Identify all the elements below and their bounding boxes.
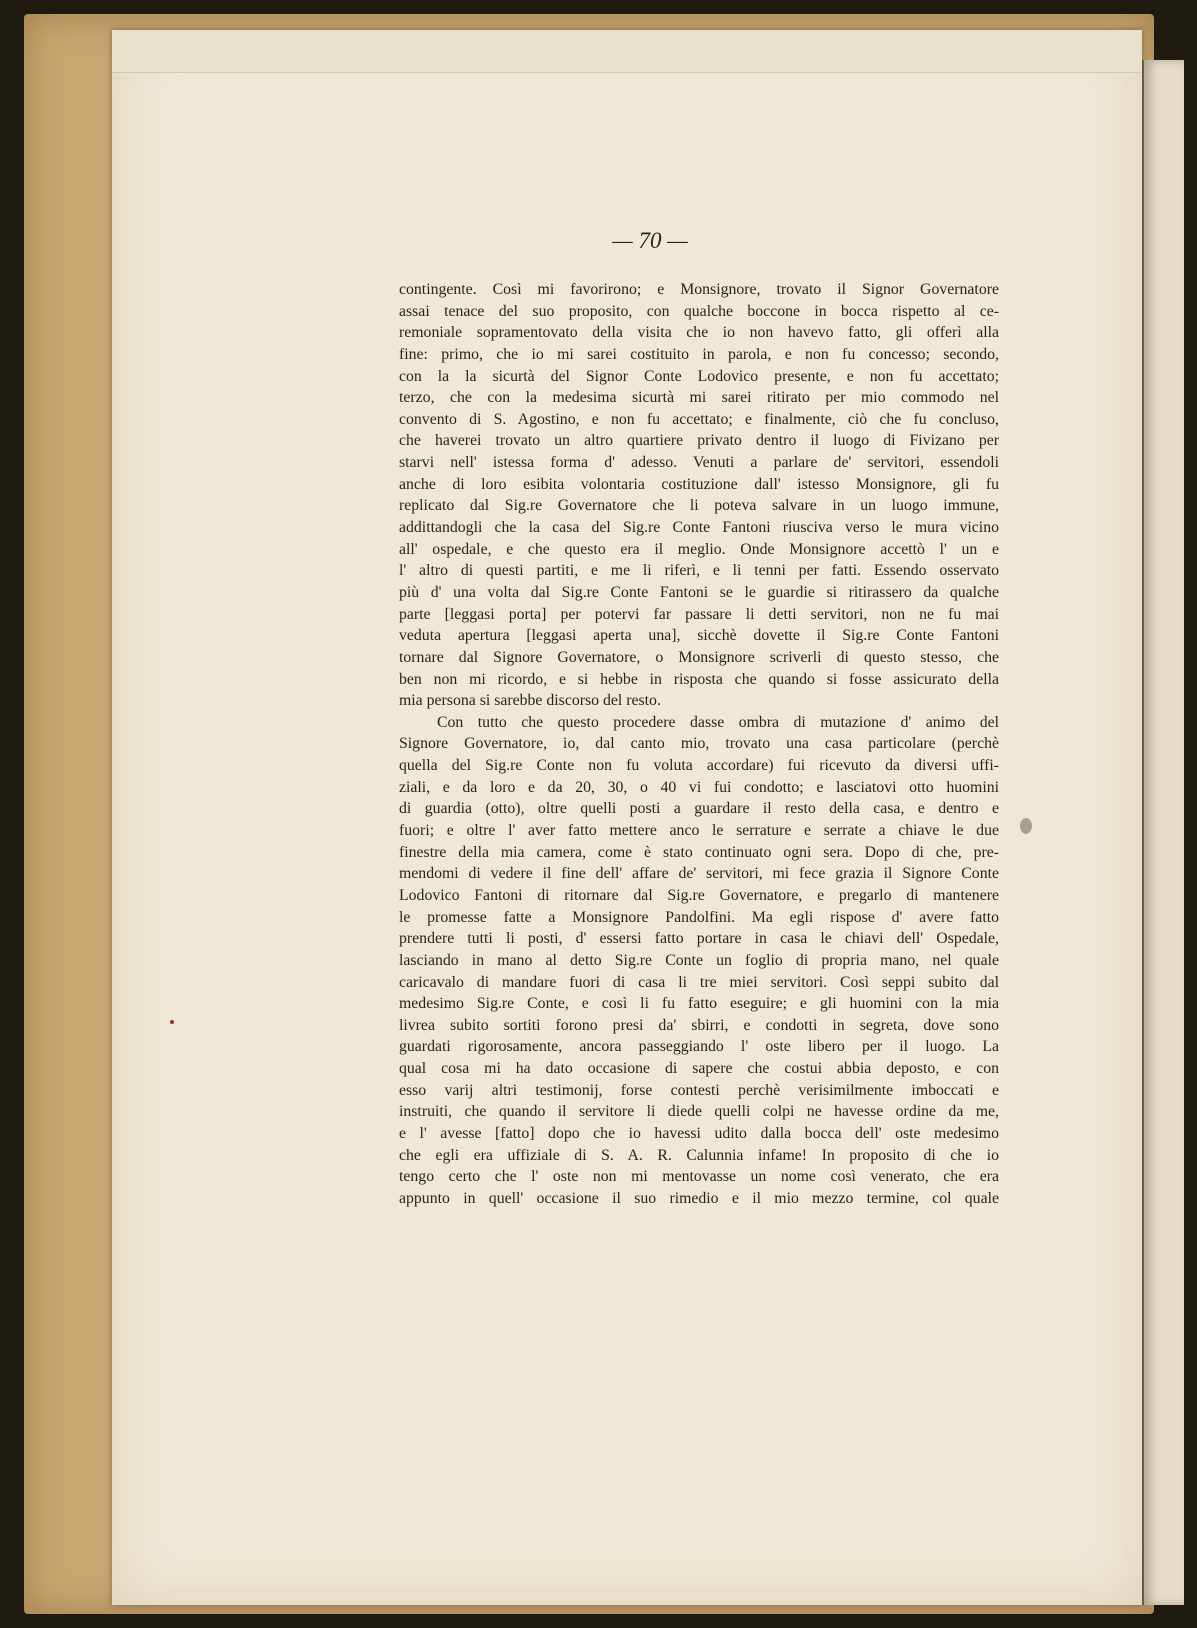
text-line: lasciando in mano al detto Sig.re Conte un foglio di propria mano, nel quale xyxy=(399,951,999,969)
text-line: qual cosa mi ha dato occasione di sapere che costui abbia deposto, e con xyxy=(399,1060,999,1078)
text-line: guardati rigorosamente, ancora passeggiando l' oste libero per il luogo. La xyxy=(399,1038,999,1056)
text-line: anche di loro esibita volontaria costituzione dall' istesso Monsignore, gli fu xyxy=(399,475,999,493)
text-line: Lodovico Fantoni di ritornare dal Sig.re Governatore, e pregarlo di mantenere xyxy=(399,886,999,904)
text-line: instruiti, che quando il servitore li diede quelli colpi ne havesse ordine da me, xyxy=(399,1103,999,1121)
text-line: mendomi di vedere il fine dell' affare de' servitori, mi fece grazia il Signore Conte xyxy=(399,865,999,883)
text-line: Con tutto che questo procedere dasse ombra di mutazione d' animo del xyxy=(437,713,999,731)
text-line: esso varij altri testimonij, forse contesti perchè verisimilmente imboccati e xyxy=(399,1081,999,1099)
body-text xyxy=(399,279,999,1210)
text-line: più d' una volta dal Sig.re Conte Fantoni se le guardie si ritirassero da qualche xyxy=(399,583,999,601)
text-line: medesimo Sig.re Conte, e così li fu fatto eseguire; e gli huomini con la mia xyxy=(399,995,999,1013)
text-line: ben non mi ricordo, e si hebbe in risposta che quando si fosse assicurato della xyxy=(399,670,999,688)
text-line: terzo, che con la medesima sicurtà mi sarei ritirato per mio commodo nel xyxy=(399,389,999,407)
ink-spot xyxy=(170,1020,174,1024)
text-line: che egli era uffiziale di S. A. R. Calunnia infame! In proposito di che io xyxy=(399,1146,999,1164)
text-line: finestre della mia camera, come è stato continuato ogni sera. Dopo di che, pre- xyxy=(399,843,999,861)
text-line: Signore Governatore, io, dal canto mio, trovato una casa particolare (perchè xyxy=(399,735,999,753)
text-line: contingente. Così mi favorirono; e Monsignore, trovato il Signor Governatore xyxy=(399,281,999,298)
page-top-fold xyxy=(112,30,1142,73)
text-line: remoniale sopramentovato della visita che io non havevo fatto, gli offerì alla xyxy=(399,324,999,342)
text-line: tornare dal Signore Governatore, o Monsignore scriverli di questo stesso, che xyxy=(399,648,999,666)
text-line: e l' avesse [fatto] dopo che io havessi udito dalla bocca dell' oste medesimo xyxy=(399,1124,999,1142)
text-line: l' altro di questi partiti, e me li riferì, e li tenni per fatti. Essendo osservato xyxy=(399,562,999,580)
text-line: fuori; e oltre l' aver fatto mettere anco le serrature e serrate a chiave le due xyxy=(399,822,999,840)
text-line: prendere tutti li posti, d' essersi fatto portare in casa le chiavi dell' Ospedale, xyxy=(399,930,999,948)
text-line: livrea subito sortiti forono presi da' sbirri, e condotti in segreta, dove sono xyxy=(399,1016,999,1034)
text-line: mia persona si sarebbe discorso del resto. xyxy=(399,692,661,710)
ink-spot xyxy=(1020,818,1032,834)
text-line: di guardia (otto), oltre quelli posti a guardare il resto della casa, e dentro e xyxy=(399,800,999,818)
text-line: replicato dal Sig.re Governatore che li poteva salvare in un luogo immune, xyxy=(399,497,999,515)
text-line: all' ospedale, e che questo era il meglio. Onde Monsignore accettò l' un e xyxy=(399,540,999,558)
text-line: starvi nell' istessa forma d' adesso. Venuti a parlare de' servitori, essendoli xyxy=(399,454,999,472)
text-line: ziali, e da loro e da 20, 30, o 40 vi fui condotto; e lasciatovi otto huomini xyxy=(399,778,999,796)
text-line: convento di S. Agostino, e non fu accettato; e finalmente, ciò che fu concluso, xyxy=(399,410,999,428)
text-line: con la la sicurtà del Signor Conte Lodovico presente, e non fu accettato; xyxy=(399,367,999,385)
text-line: appunto in quell' occasione il suo rimedio e il mio mezzo termine, col quale xyxy=(399,1189,999,1207)
text-line: assai tenace del suo proposito, con qualche boccone in bocca rispetto al ce- xyxy=(399,302,999,320)
text-line: veduta apertura [leggasi aperta una], sicchè dovette il Sig.re Conte Fantoni xyxy=(399,627,999,645)
text-line: addittandogli che la casa del Sig.re Conte Fantoni riusciva verso le mura vicino xyxy=(399,519,999,537)
text-line: parte [leggasi porta] per potervi far passare li detti servitori, non ne fu mai xyxy=(399,605,999,623)
text-line: quella del Sig.re Conte non fu voluta accordare) fui ricevuto da diversi uffi- xyxy=(399,757,999,775)
text-line: caricavalo di mandare fuori di casa li tre miei servitori. Così seppi subito dal xyxy=(399,973,999,991)
text-line: le promesse fatte a Monsignore Pandolfini. Ma egli rispose d' avere fatto xyxy=(399,908,999,926)
adjacent-page-edge xyxy=(1142,60,1184,1605)
text-line: che haverei trovato un altro quartiere privato dentro il luogo di Fivizano per xyxy=(399,432,999,450)
text-line: fine: primo, che io mi sarei costituito in parola, e non fu concesso; secondo, xyxy=(399,345,999,363)
text-line: tengo certo che l' oste non mi mentovasse un nome così venerato, che era xyxy=(399,1168,999,1186)
page-number: — 70 — xyxy=(612,228,688,253)
